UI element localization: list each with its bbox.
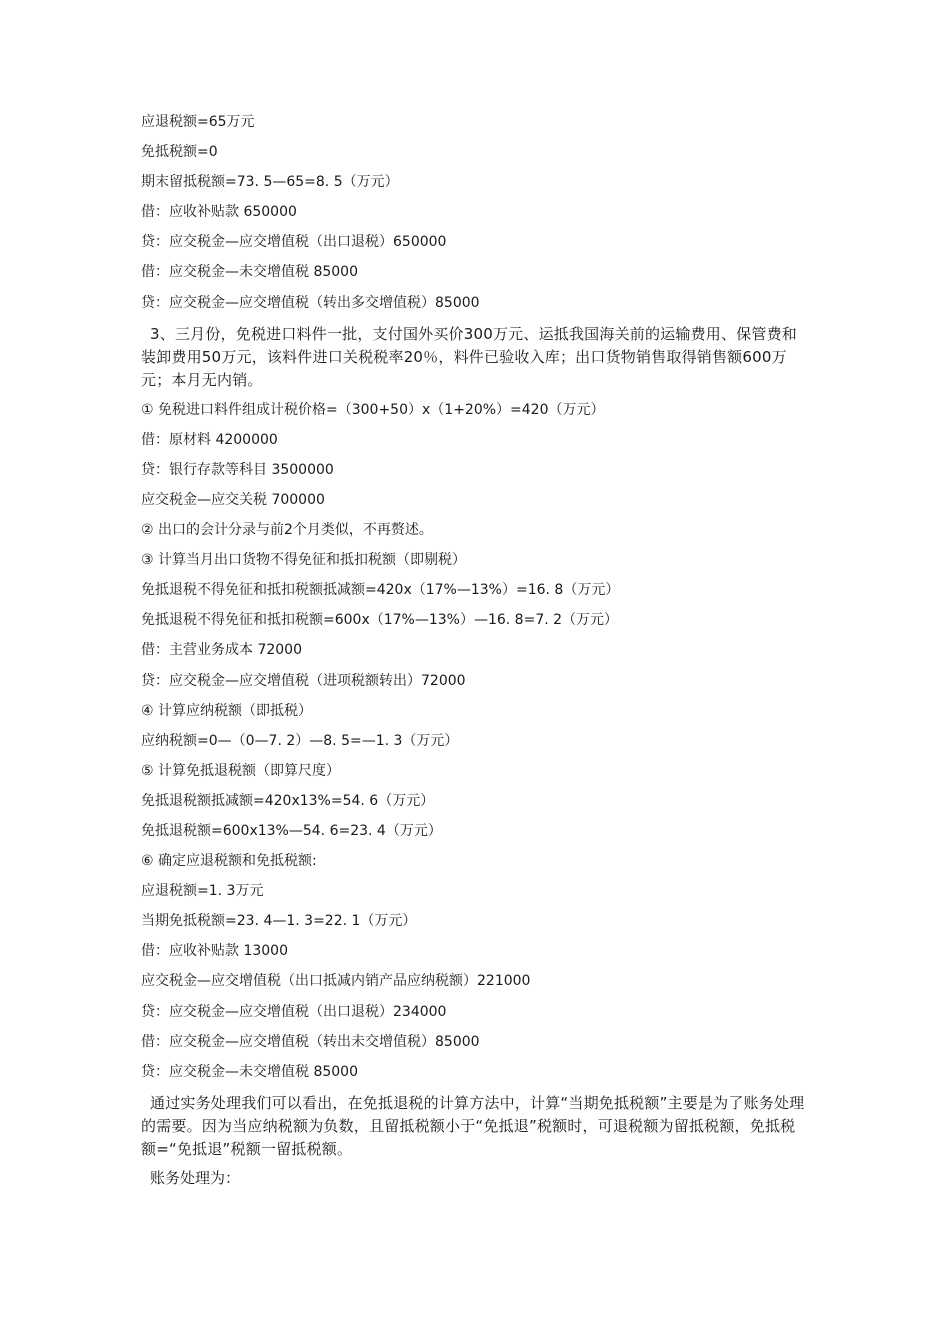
text-line: 借：应收补贴款 13000 [141, 943, 288, 960]
text-line: 期末留抵税额=73. 5—65=8. 5（万元） [141, 174, 399, 191]
text-line: ② 出口的会计分录与前2个月类似，不再赘述。 [141, 522, 433, 539]
text-line: ① 免税进口料件组成计税价格=（300+50）x（1+20%）=420（万元） [141, 401, 605, 418]
paragraph-summary: 通过实务处理我们可以看出，在免抵退税的计算方法中，计算“当期免抵税额”主要是为了账务处理的需要。因为当应纳税额为负数，且留抵税额小于“免抵退”税额时，可退税额为留抵税额，免抵税额=“免抵退”税额一留抵税额。 [141, 1093, 805, 1158]
text-line: 应退税额=1. 3万元 [141, 883, 264, 900]
text-line: 贷：应交税金—应交增值税（转出多交增值税）85000 [141, 294, 480, 311]
text-line: 免抵退税额=600x13%—54. 6=23. 4（万元） [141, 822, 442, 839]
text-line: ③ 计算当月出口货物不得免征和抵扣税额（即剔税） [141, 552, 466, 569]
text-line: 借：应收补贴款 650000 [141, 204, 297, 221]
text-line: 免抵退税不得免征和抵扣税额抵减额=420x（17%—13%）=16. 8（万元） [141, 582, 620, 599]
document-body [141, 112, 806, 1188]
text-line: 应交税金—应交关税 700000 [141, 491, 325, 508]
text-line: 当期免抵税额=23. 4—1. 3=22. 1（万元） [141, 913, 417, 930]
text-line: 借：应交税金—未交增值税 85000 [141, 264, 358, 281]
text-line: 应退税额=65万元 [141, 114, 255, 130]
text-line: ⑥ 确定应退税额和免抵税额: [141, 853, 317, 870]
text-line: 贷：应交税金—应交增值税（出口退税）234000 [141, 1003, 447, 1020]
text-line: 借：原材料 4200000 [141, 431, 278, 448]
paragraph-example-3: 3、三月份，免税进口料件一批，支付国外买价300万元、运抵我国海关前的运输费用、保管费和装卸费用50万元，该料件进口关税税率20％，料件已验收入库；出口货物销售取得销售额600万元；本月无内销。 [141, 324, 797, 389]
section-heading-accounting: 账务处理为： [150, 1168, 241, 1187]
text-line: 免抵退税额抵减额=420x13%=54. 6（万元） [141, 792, 435, 809]
text-line: 应纳税额=0—（0—7. 2）—8. 5=—1. 3（万元） [141, 732, 459, 749]
text-line: 贷：应交税金—应交增值税（出口退税）650000 [141, 234, 447, 251]
text-line: 借：主营业务成本 72000 [141, 642, 302, 659]
text-line: 应交税金—应交增值税（出口抵减内销产品应纳税额）221000 [141, 973, 531, 990]
text-line: 贷：银行存款等科目 3500000 [141, 461, 334, 478]
text-line: ④ 计算应纳税额（即抵税） [141, 702, 313, 719]
text-line: 免抵税额=0 [141, 144, 218, 161]
text-line: 借：应交税金—应交增值税（转出未交增值税）85000 [141, 1033, 480, 1050]
text-line: ⑤ 计算免抵退税额（即算尺度） [141, 762, 341, 779]
text-line: 免抵退税不得免征和抵扣税额=600x（17%—13%）—16. 8=7. 2（万元） [141, 612, 619, 629]
text-line: 贷：应交税金—未交增值税 85000 [141, 1063, 358, 1080]
text-line: 贷：应交税金—应交增值税（进项税额转出）72000 [141, 672, 466, 689]
